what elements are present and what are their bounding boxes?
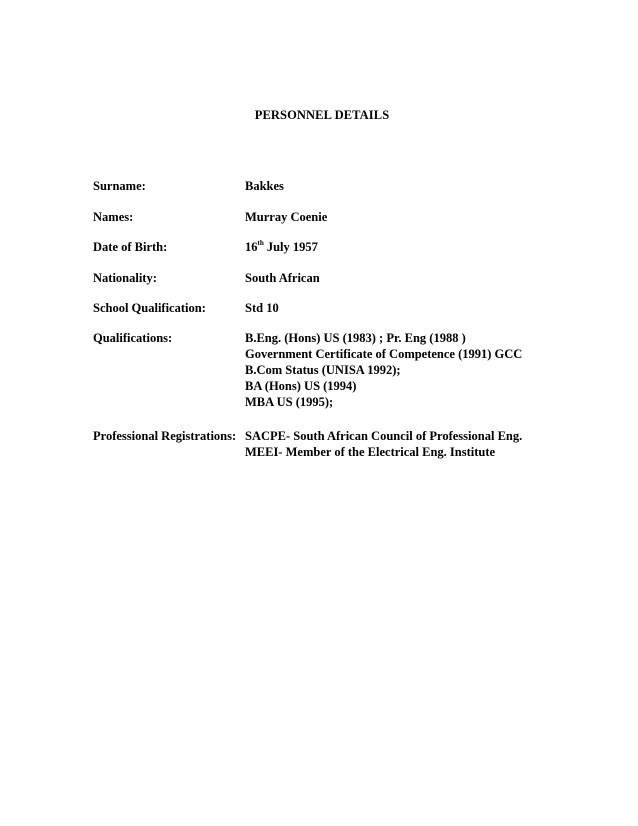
qualifications-list — [245, 330, 522, 410]
surname-label: Surname: — [93, 179, 146, 193]
dob-value — [245, 239, 318, 255]
page-title: PERSONNEL DETAILS — [254, 108, 390, 122]
nationality-label: Nationality: — [93, 271, 157, 285]
professional-registrations-list — [245, 428, 522, 460]
names-label: Names: — [93, 210, 134, 224]
qualification-line: Government Certificate of Competence (1991) GCC — [245, 347, 523, 361]
dob-label: Date of Birth: — [93, 240, 168, 254]
nationality-value: South African — [245, 271, 320, 285]
dob-month-year: July 1957 — [263, 240, 318, 254]
qualification-line: B.Com Status (UNISA 1992); — [245, 363, 401, 377]
registration-line: SACPE- South African Council of Professional Eng. — [245, 429, 523, 443]
registration-line: MEEI- Member of the Electrical Eng. Institute — [245, 445, 496, 459]
qualification-line: B.Eng. (Hons) US (1983) ; Pr. Eng (1988 ) — [245, 331, 466, 345]
school-qualification-value: Std 10 — [245, 301, 279, 315]
surname-value: Bakkes — [245, 179, 284, 193]
professional-registrations-label: Professional Registrations: — [93, 429, 237, 443]
school-qualification-label: School Qualification: — [93, 301, 206, 315]
dob-day-suffix: th — [257, 238, 264, 247]
names-value: Murray Coenie — [245, 210, 328, 224]
dob-day: 16 — [245, 240, 258, 254]
qualifications-label: Qualifications: — [93, 331, 173, 345]
qualification-line: MBA US (1995); — [245, 395, 334, 409]
qualification-line: BA (Hons) US (1994) — [245, 379, 357, 393]
